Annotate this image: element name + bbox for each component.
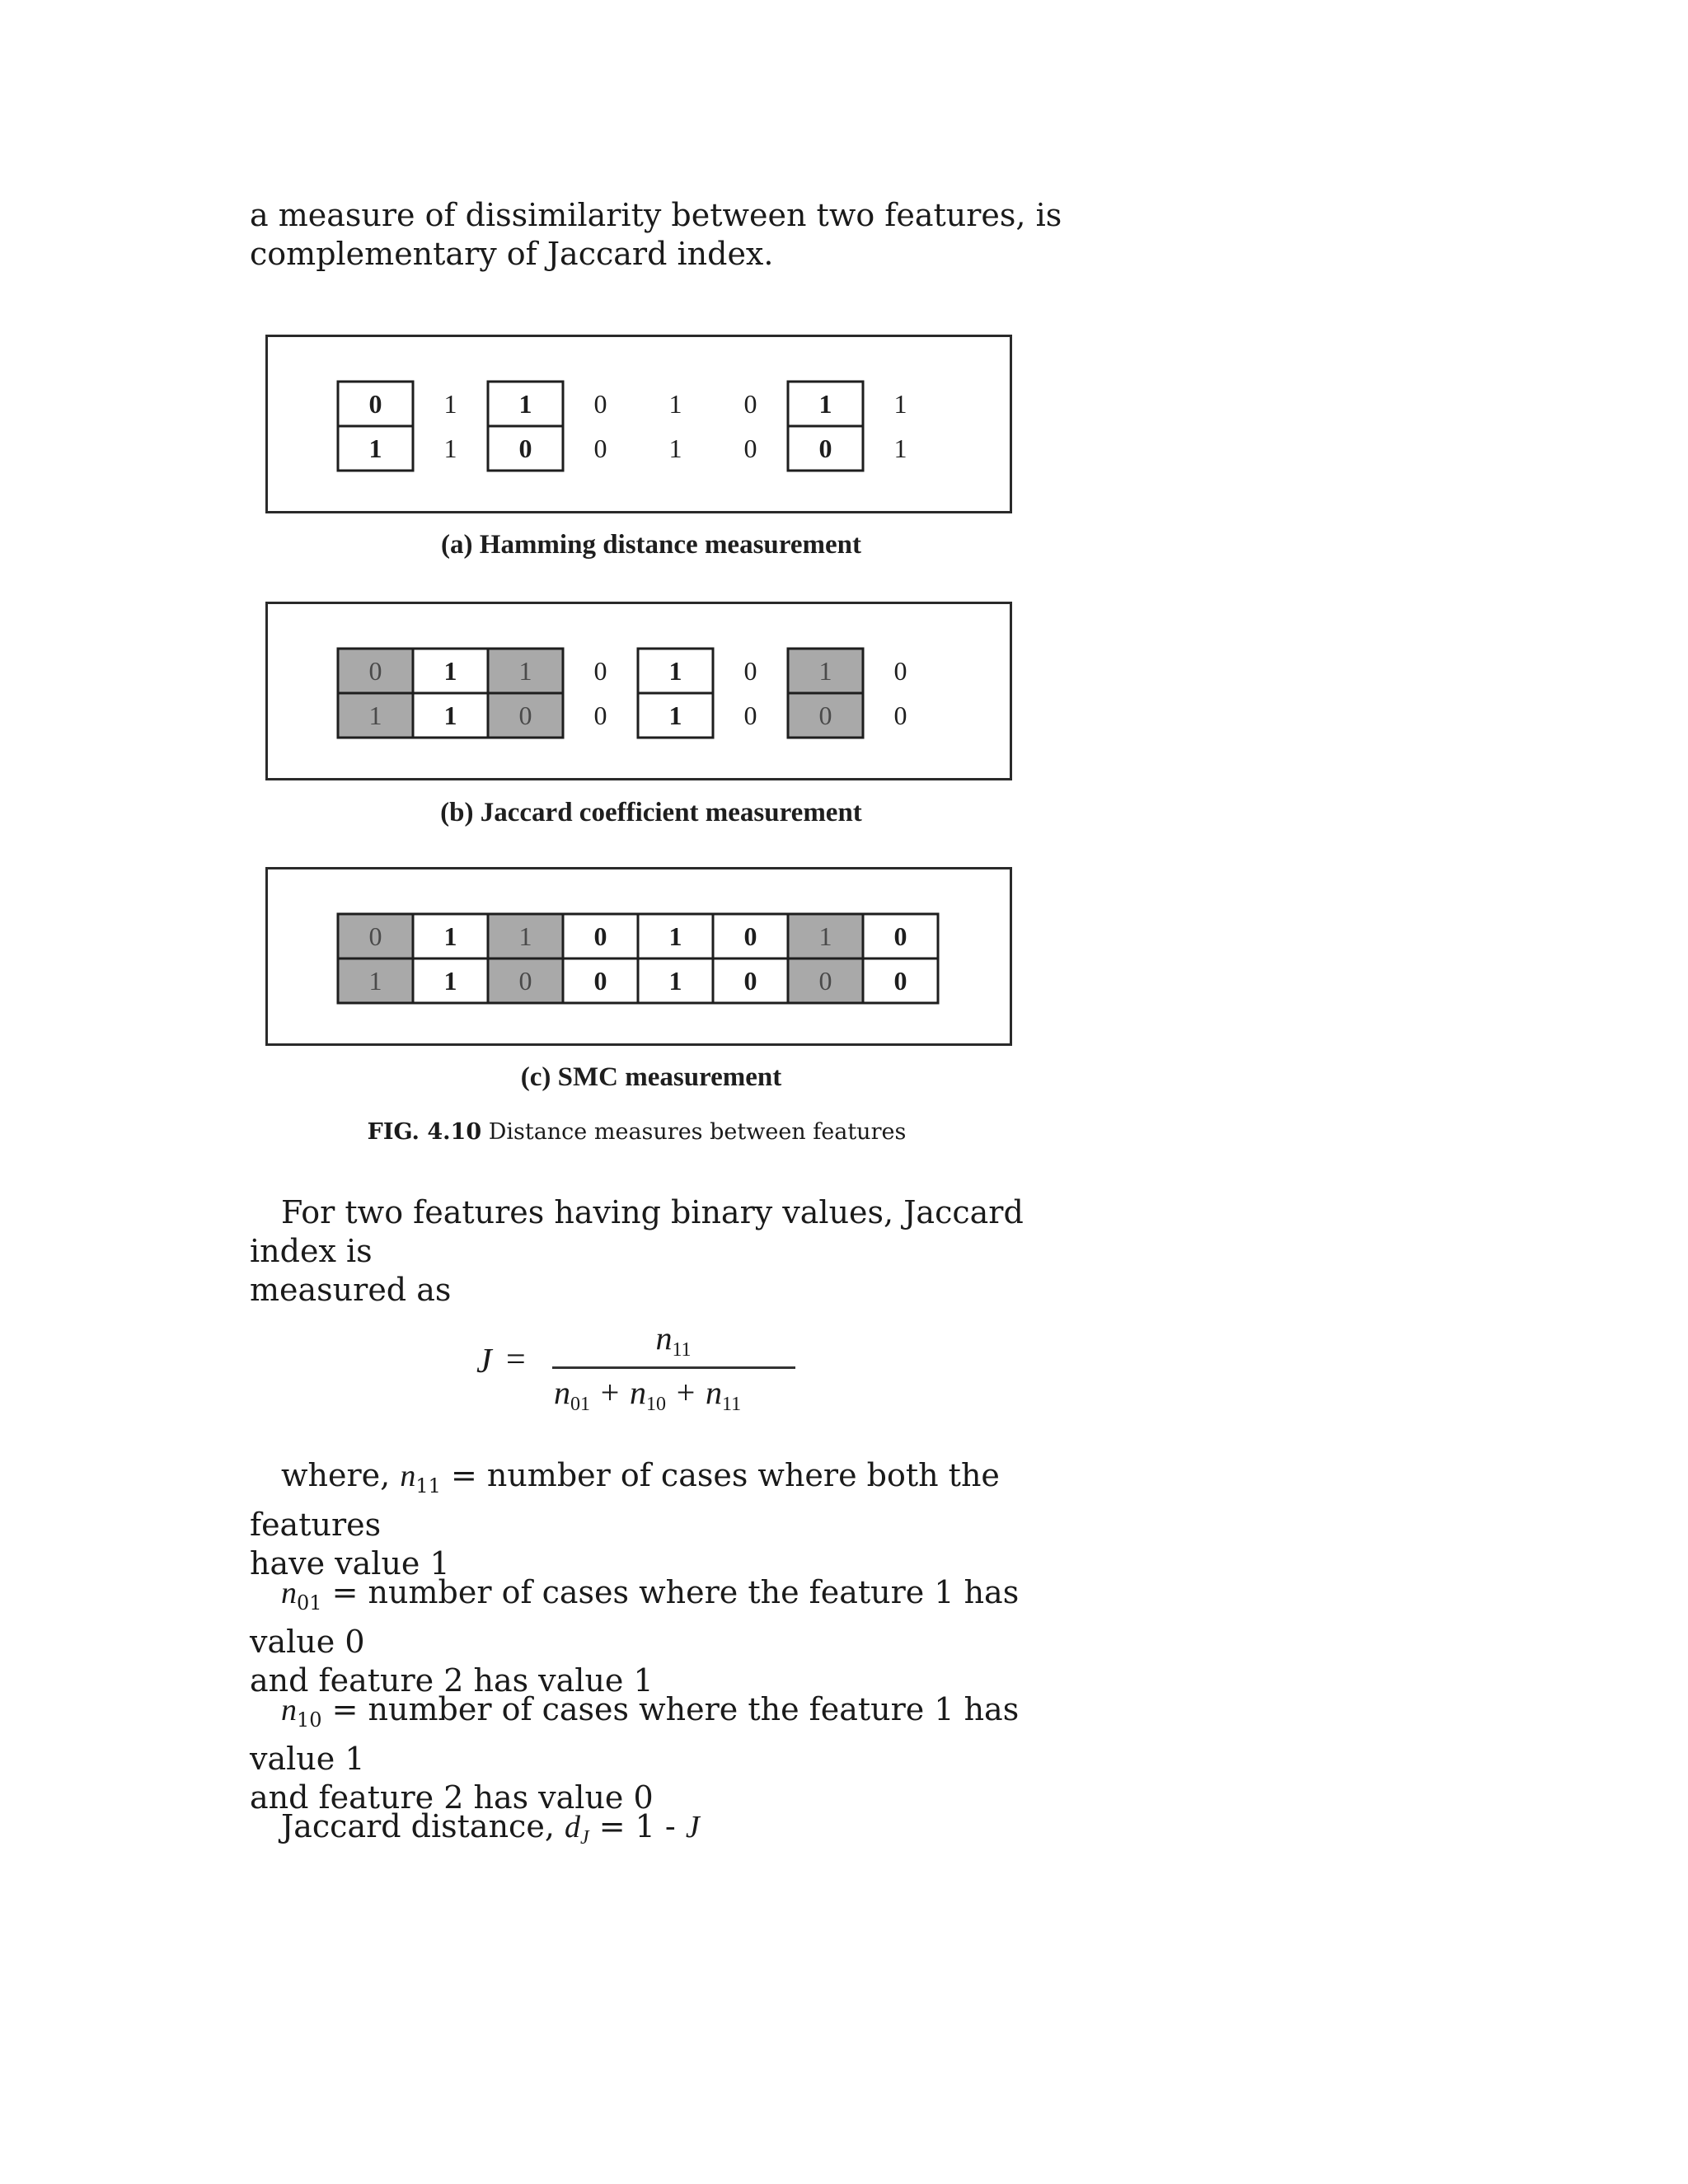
numerator-var: n (655, 1319, 673, 1357)
grid-value: 1 (443, 921, 457, 951)
grid-value: 0 (743, 656, 757, 686)
paragraph-jaccard-intro (250, 1193, 1074, 1310)
panel-b-grid (268, 604, 1010, 778)
den-sub-3: 11 (722, 1394, 742, 1415)
grid-value: 0 (518, 701, 532, 730)
def-n01-rest: = number of cases where the feature 1 has value 0 (250, 1574, 1020, 1660)
grid-value: 0 (893, 966, 907, 996)
grid-value: 0 (593, 656, 607, 686)
def-n11-prefix: where, (281, 1457, 401, 1493)
panel-a-caption: (a) Hamming distance measurement (441, 530, 861, 560)
grid-value: 0 (818, 966, 832, 996)
grid-value: 0 (518, 434, 532, 463)
grid-value: 0 (743, 966, 757, 996)
def-n01-var: n (281, 1576, 297, 1610)
definition-n11 (250, 1456, 1074, 1583)
den-plus-1: + (600, 1374, 620, 1411)
den-sub-1: 01 (570, 1394, 590, 1415)
grid-value: 1 (668, 656, 682, 686)
figure-panel-c (265, 867, 1012, 1046)
grid-value: 0 (743, 434, 757, 463)
panel-b-caption: (b) Jaccard coefficient measurement (440, 798, 862, 827)
grid-value: 0 (893, 656, 907, 686)
grid-value: 0 (368, 921, 382, 951)
grid-value: 1 (443, 701, 457, 730)
grid-value: 1 (818, 389, 832, 419)
def-dj-rest: = 1 - (588, 1808, 686, 1844)
formula-equals: = (506, 1341, 526, 1379)
def-n11-line2: have value 1 (250, 1545, 450, 1582)
formula-lhs: J (476, 1343, 492, 1380)
intro-paragraph (250, 196, 1074, 274)
def-dj-tail: J (685, 1810, 700, 1844)
grid-value: 0 (593, 921, 607, 951)
grid-value: 0 (893, 921, 907, 951)
grid-value: 1 (518, 921, 532, 951)
formula-denominator (554, 1373, 801, 1416)
def-n11-sub: 11 (415, 1474, 441, 1497)
grid-value: 0 (518, 966, 532, 996)
den-plus-2: + (676, 1374, 696, 1411)
panel-c-caption: (c) SMC measurement (520, 1062, 782, 1092)
def-n10-line2: and feature 2 has value 0 (250, 1779, 654, 1816)
numerator-sub: 11 (672, 1339, 692, 1361)
grid-value: 1 (893, 389, 907, 419)
grid-value: 1 (818, 921, 832, 951)
grid-value: 0 (818, 434, 832, 463)
definition-n01 (250, 1573, 1074, 1700)
den-var-3: n (706, 1374, 722, 1411)
def-n11-var: n (400, 1459, 416, 1493)
definition-n10 (250, 1690, 1074, 1817)
def-n11-rest: = number of cases where both the features (250, 1457, 1000, 1543)
grid-value: 0 (743, 701, 757, 730)
grid-value: 1 (443, 656, 457, 686)
grid-value: 1 (668, 434, 682, 463)
intro-line-1: a measure of dissimilarity between two features, is (250, 197, 1062, 233)
grid-value: 0 (743, 921, 757, 951)
den-var-1: n (554, 1374, 570, 1411)
def-dj-prefix: Jaccard distance, (281, 1808, 565, 1844)
grid-value: 1 (518, 656, 532, 686)
den-var-2: n (630, 1374, 646, 1411)
grid-value: 0 (368, 389, 382, 419)
panel-c-grid (268, 869, 1010, 1043)
def-n01-sub: 01 (297, 1591, 322, 1615)
figure-caption (0, 1119, 1273, 1145)
def-dj-var: d (565, 1810, 580, 1844)
grid-value: 1 (518, 389, 532, 419)
def-n01-line2: and feature 2 has value 1 (250, 1662, 654, 1699)
grid-value: 1 (443, 434, 457, 463)
definition-jaccard-distance (250, 1807, 1074, 1858)
grid-value: 1 (443, 389, 457, 419)
panel-a-grid (268, 337, 1010, 511)
grid-value: 0 (893, 701, 907, 730)
grid-value: 0 (593, 701, 607, 730)
grid-value: 0 (593, 389, 607, 419)
formula-numerator (554, 1319, 793, 1361)
grid-value: 1 (893, 434, 907, 463)
grid-value: 1 (368, 966, 382, 996)
figure-label: FIG. 4.10 (367, 1119, 482, 1145)
para2-line-1: For two features having binary values, Jaccard index is (250, 1194, 1024, 1269)
def-n10-var: n (281, 1693, 297, 1727)
grid-value: 1 (668, 389, 682, 419)
figure-caption-text: Distance measures between features (481, 1119, 907, 1145)
figure-panel-b (265, 602, 1012, 780)
grid-value: 1 (668, 921, 682, 951)
grid-value: 1 (368, 434, 382, 463)
grid-value: 0 (743, 389, 757, 419)
grid-value: 0 (368, 656, 382, 686)
grid-value: 1 (368, 701, 382, 730)
figure-panel-a (265, 335, 1012, 513)
grid-value: 0 (593, 966, 607, 996)
def-n10-rest: = number of cases where the feature 1 has value 1 (250, 1691, 1020, 1777)
para2-line-2: measured as (250, 1272, 452, 1308)
grid-value: 1 (668, 701, 682, 730)
fraction-bar (552, 1366, 795, 1369)
grid-value: 1 (443, 966, 457, 996)
jaccard-formula (470, 1319, 832, 1434)
grid-value: 1 (818, 656, 832, 686)
grid-value: 0 (818, 701, 832, 730)
def-n10-sub: 10 (297, 1708, 322, 1732)
grid-value: 1 (668, 966, 682, 996)
def-dj-sub: J (580, 1827, 589, 1849)
den-sub-2: 10 (646, 1394, 666, 1415)
intro-line-2: complementary of Jaccard index. (250, 236, 774, 272)
grid-value: 0 (593, 434, 607, 463)
